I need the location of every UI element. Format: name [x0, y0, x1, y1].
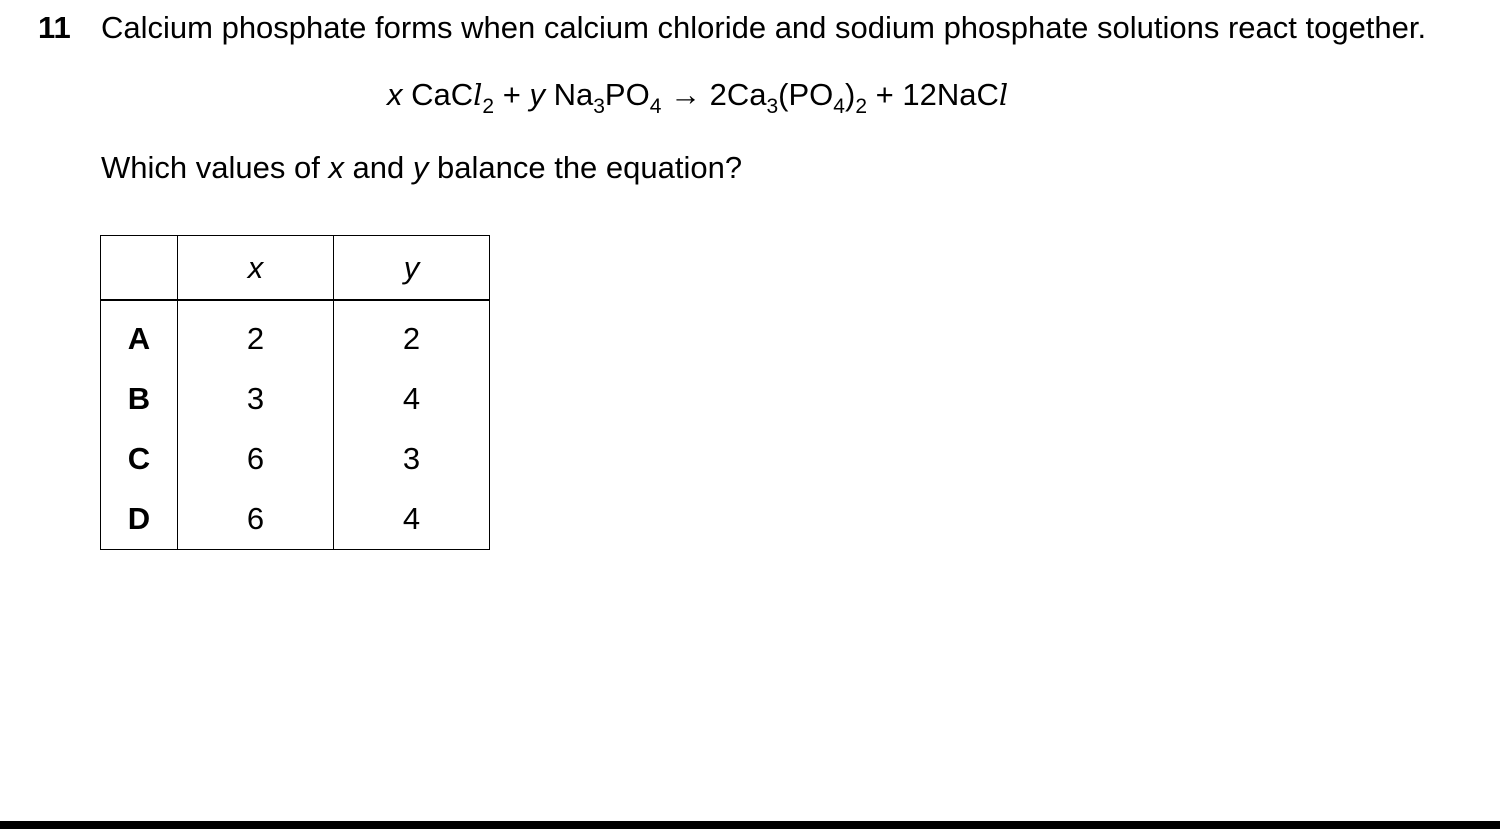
- equation-paren-po-subscript: 4: [833, 95, 845, 118]
- header-option: [101, 236, 178, 301]
- equation-x: x: [387, 77, 403, 112]
- prompt-part-2: and: [343, 150, 413, 185]
- table-row: [101, 489, 490, 550]
- equation-na: Na: [544, 77, 594, 112]
- equation-po: PO: [604, 77, 650, 112]
- equation-paren-po: (PO: [778, 77, 834, 112]
- prompt-part-3: balance the equation?: [428, 150, 743, 185]
- equation-y: y: [529, 77, 545, 112]
- table-row: [101, 429, 490, 489]
- table-header-row: [101, 236, 490, 301]
- equation-nacl: 12NaC: [902, 77, 999, 112]
- option-label: A: [101, 300, 178, 369]
- equation-ell-2: l: [998, 78, 1009, 112]
- table-row: [101, 300, 490, 369]
- option-y-value: 4: [334, 369, 490, 429]
- table-row: [101, 369, 490, 429]
- prompt-x: x: [328, 150, 344, 185]
- header-x: x: [178, 236, 334, 301]
- option-y-value: 3: [334, 429, 490, 489]
- header-y: y: [334, 236, 490, 301]
- equation-arrow: →: [661, 77, 710, 112]
- chemical-equation: [387, 73, 1008, 117]
- equation-paren-subscript: 2: [855, 95, 867, 118]
- option-x-value: 3: [178, 369, 334, 429]
- option-x-value: 2: [178, 300, 334, 369]
- prompt-y: y: [412, 150, 429, 185]
- equation-cacl: CaC: [411, 77, 474, 112]
- question-number: 11: [38, 10, 71, 45]
- option-y-value: 2: [334, 300, 490, 369]
- option-label: C: [101, 429, 178, 489]
- equation-close-paren: ): [844, 77, 856, 112]
- option-label: D: [101, 489, 178, 550]
- equation-plus: +: [494, 77, 530, 112]
- equation-ca-subscript: 3: [766, 95, 779, 118]
- question-prompt: [101, 148, 742, 188]
- answer-options-table: [100, 235, 490, 550]
- equation-ell: l: [473, 78, 483, 112]
- equation-ca: 2Ca: [709, 77, 767, 112]
- option-x-value: 6: [178, 429, 334, 489]
- option-x-value: 6: [178, 489, 334, 550]
- option-label: B: [101, 369, 178, 429]
- question-text: Calcium phosphate forms when calcium chloride and sodium phosphate solutions react together.: [101, 10, 1427, 45]
- option-y-value: 4: [334, 489, 490, 550]
- equation-cacl-subscript: 2: [482, 95, 495, 118]
- page-footer-bar: [0, 821, 1500, 829]
- equation-na-subscript: 3: [593, 95, 605, 118]
- equation-po-subscript: 4: [649, 95, 662, 118]
- equation-plus-2: +: [867, 77, 903, 112]
- prompt-part-1: Which values of: [101, 150, 329, 185]
